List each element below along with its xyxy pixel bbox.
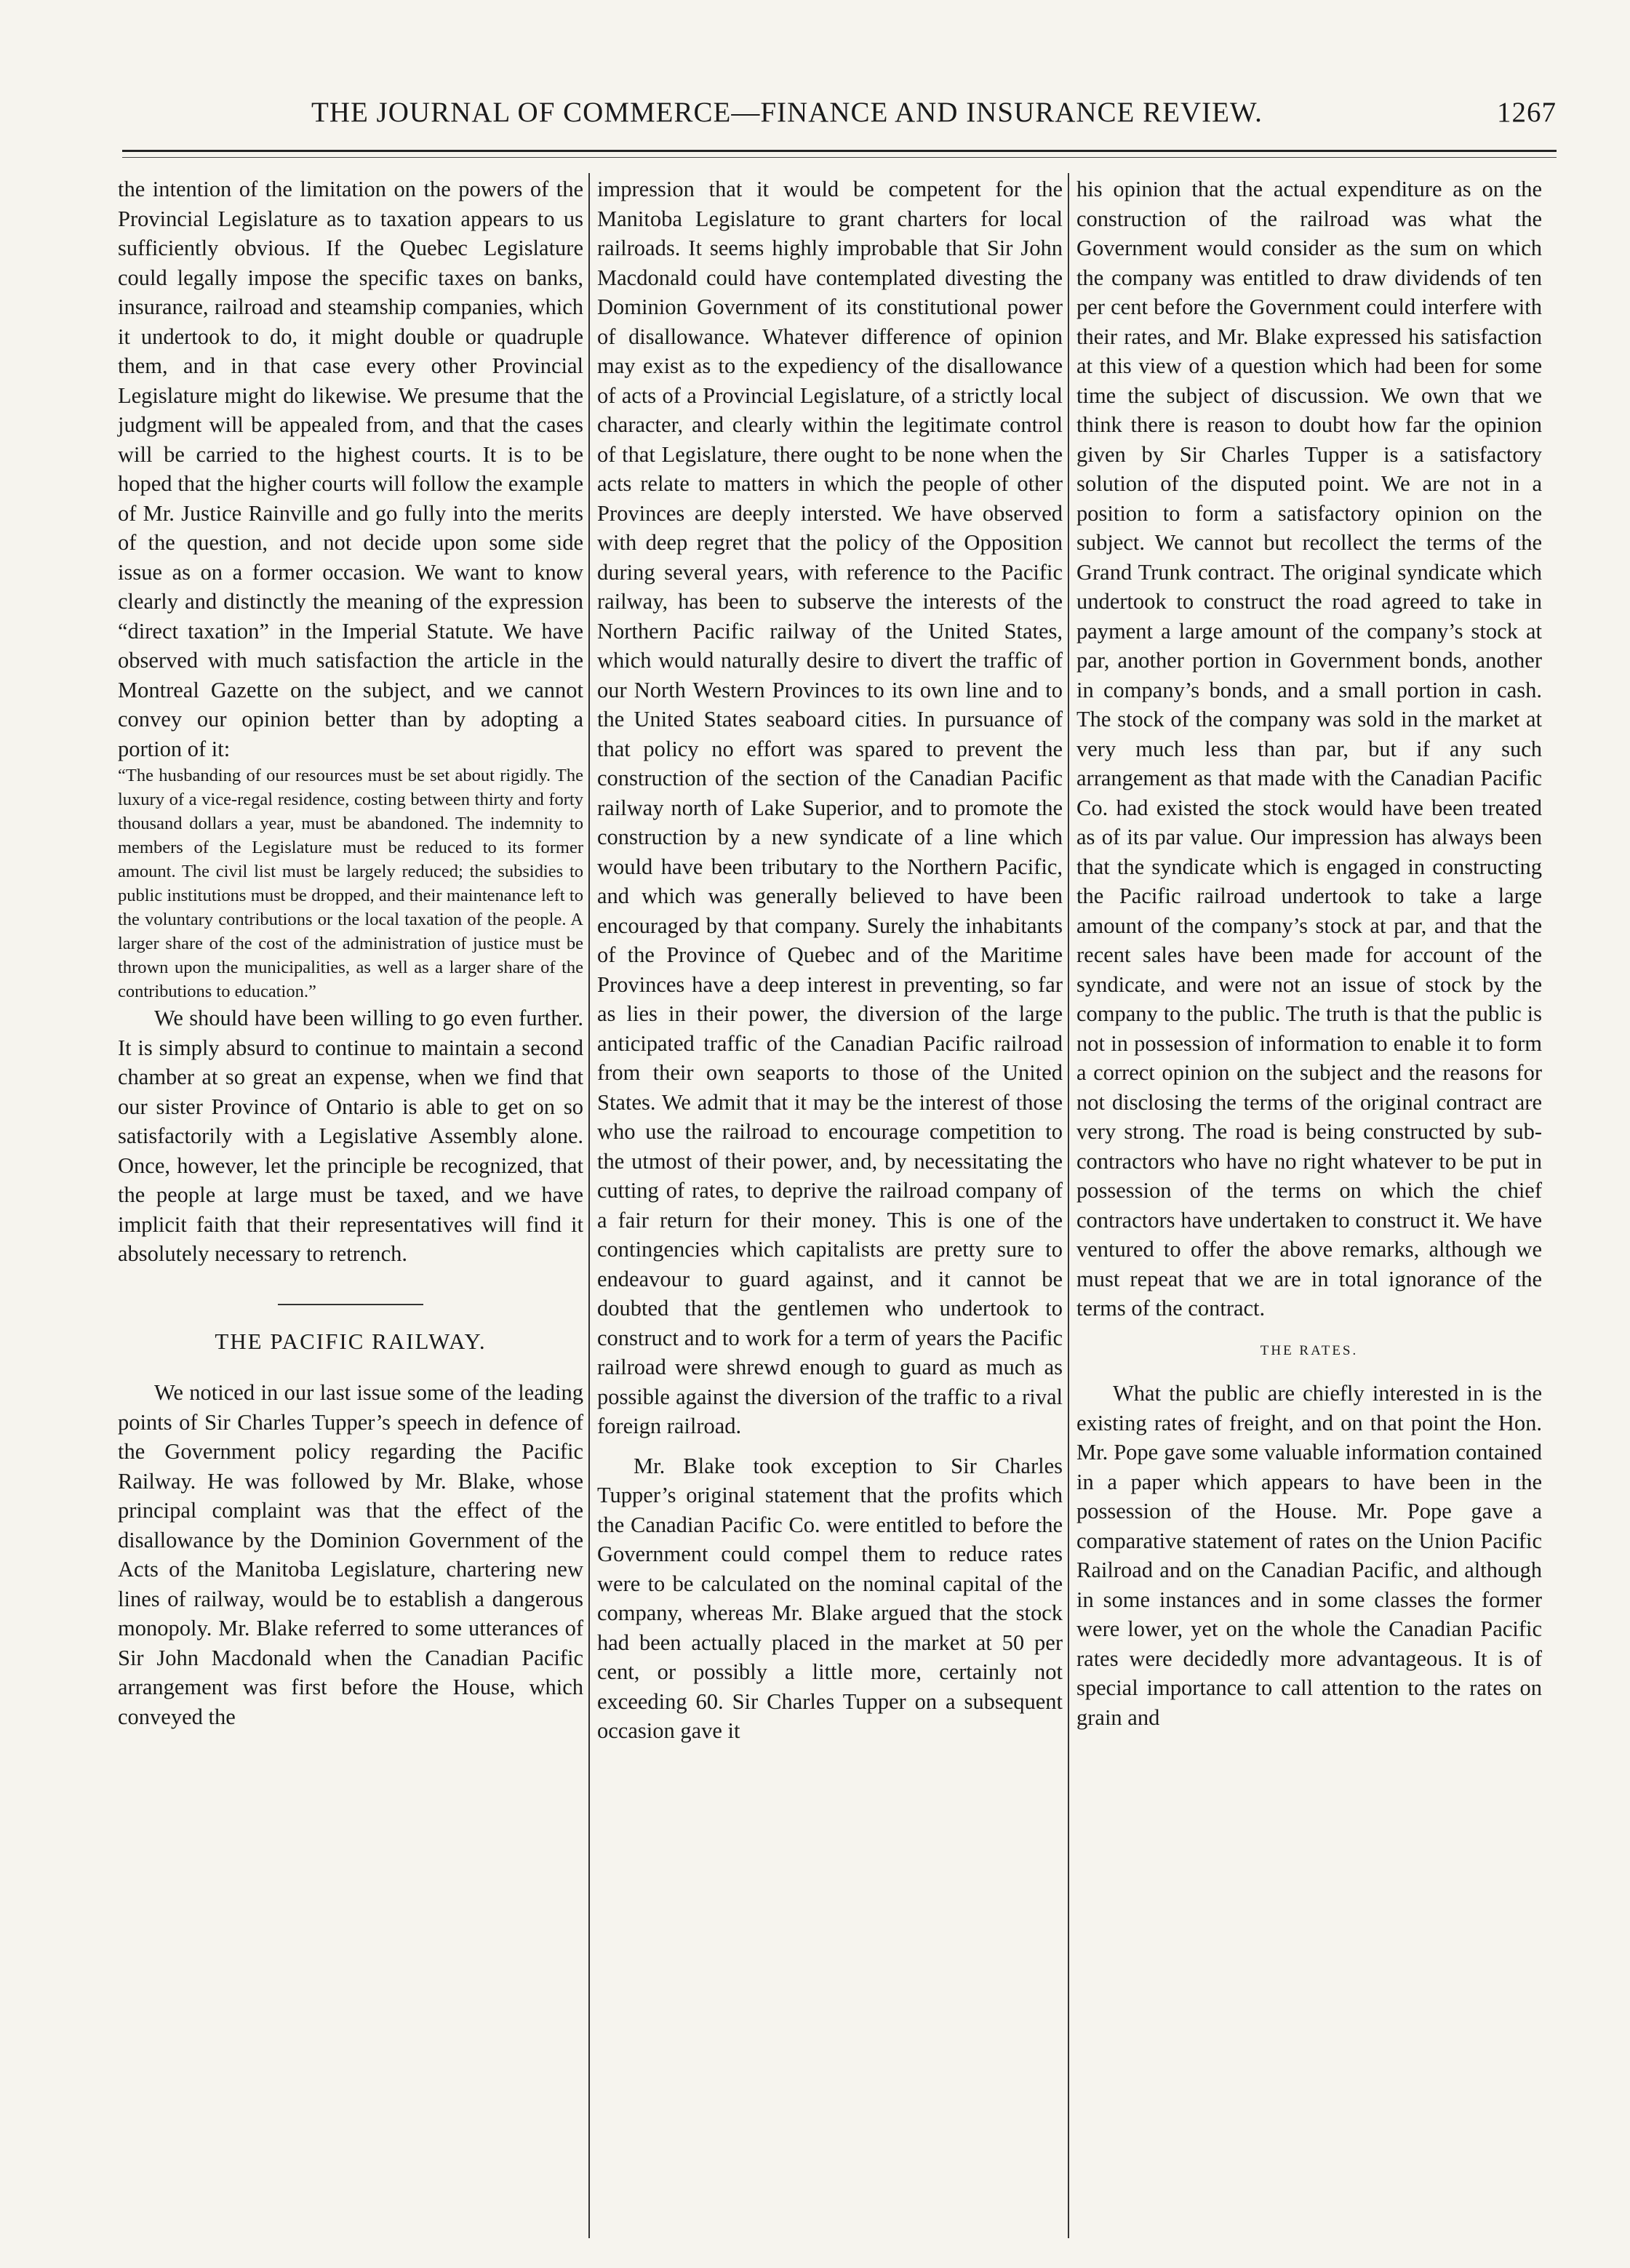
col1-paragraph-2: We should have been willing to go even further. It is simply absurd to continue to maintain a second chamber at so great an expense, when we find that our sister Province of Ontario is able to get on so satisfactorily with a Legislative Assembly alone. Once, however, let the principle be recognized, that the people at large must be taxed, and we have implicit faith that their representatives will find it absolutely necessary to retrench. (118, 1006, 583, 1266)
header-rule-thick (122, 150, 1557, 152)
column-2 (597, 175, 1063, 1746)
col3-paragraph-2: What the public are chiefly interested in is the existing rates of freight, and on that point the Hon. Mr. Pope gave some valuable information contained in a paper which appears to have been in the possession of the House. Mr. Pope gave a comparative statement of rates on the Union Pacific Railroad and on the Canadian Pacific, and although in some instances and in some classes the former were lower, yet on the whole the Canadian Pacific rates were decidedly more advantageous. It is of special importance to call attention to the rates on grain and (1076, 1381, 1542, 1730)
column-divider-1 (588, 173, 590, 2238)
col3-paragraph-1: his opinion that the actual expenditure as on the construction of the railroad was what the Government would consider as the sum on which the company was entitled to draw dividends of ten per cent before the Government could interfere with their rates, and Mr. Blake expressed his satisfaction at this view of a question which had been for some time the subject of discussion. We own that we think there is reason to doubt how far the opinion given by Sir Charles Tupper is a satisfactory solution of the disputed point. We are not in a position to form a satisfactory opinion on the subject. We cannot but recollect the terms of the Grand Trunk contract. The original syndicate which undertook to construct the road agreed to take in payment a large amount of the company’s stock at par, another portion in Government bonds, another in company’s bonds, and a small portion in cash. The stock of the company was sold in the market at very much less than par, but if any such arrangement as that made with the Canadian Pacific Co. had existed the stock would have been treated as of its par value. Our impression has always been that the syndicate which is engaged in constructing the Pacific railroad undertook to take a large amount of the company’s stock at par, and that the recent sales have been made for account of the syndicate, and were not an issue of stock by the company to the public. The truth is that the public is not in possession of information to enable it to form a correct opinion on the subject and the reasons for not disclosing the terms of the original contract are very strong. The road is being constructed by sub-contractors who have no right whatever to be put in possession of the terms on which the chief contractors have undertaken to construct it. We have ventured to offer the above remarks, although we must repeat that we are in total ignorance of the terms of the contract. (1076, 177, 1542, 1321)
section-separator (278, 1304, 423, 1305)
gazette-quote: “The husbanding of our resources must be set about rigidly. The luxury of a vice-regal residence, costing between thirty and forty thousand dollars a year, must be abandoned. The indemnity to members of the Legislature must be reduced to its former amount. The civil list must be largely reduced; the subsidies to public institutions must be dropped, and their maintenance left to the voluntary contributions or the local taxation of the people. A larger share of the cost of the administration of justice must be thrown upon the municipalities, as well as a larger share of the contributions to education.” (118, 766, 583, 1001)
column-1 (118, 175, 583, 1731)
journal-title: THE JOURNAL OF COMMERCE—FINANCE AND INSURANCE REVIEW. (311, 97, 1263, 128)
page-header (116, 96, 1557, 140)
page-number: 1267 (1497, 97, 1557, 128)
col2-paragraph-1: impression that it would be competent for the Manitoba Legislature to grant charters for local railroads. It seems highly improbable that Sir John Macdonald could have contemplated divesting the Dominion Government of its constitutional power of disallowance. Whatever difference of opinion may exist as to the expediency of the disallowance of acts of a Provincial Legislature, of a strictly local character, and clearly within the legitimate control of that Legislature, there ought to be none when the acts relate to matters in which the people of other Provinces are deeply intersted. We have observed with deep regret that the policy of the Opposition during several years, with reference to the Pacific railway, has been to subserve the interests of the Northern Pacific railway of the United States, which would naturally desire to divert the traffic of our North Western Provinces to its own line and to the United States seaboard cities. In pursuance of that policy no effort was spared to prevent the construction of the section of the Canadian Pacific railway north of Lake Superior, and to promote the construction by a new syndicate of a line which would have been tributary to the Northern Pacific, and which was generally believed to have been encouraged by that company. Surely the inhabitants of the Province of Quebec and of the Maritime Provinces have a deep interest in preventing, so far as lies in their power, the diversion of the large anticipated traffic of the Canadian Pacific railroad from their own seaports to those of the United States. We admit that it may be the interest of those who use the railroad to encourage competition to the utmost of their power, and, by necessitating the cutting of rates, to deprive the railroad company of a fair return for their money. This is one of the contingencies which capitalists are pretty sure to endeavour to guard against, and it cannot be doubted that the gentlemen who undertook to construct and to work for a term of years the Pacific railroad were shrewd enough to guard as much as possible against the diversion of the traffic to a rival foreign railroad. (597, 177, 1063, 1438)
col1-paragraph-1: the intention of the limitation on the powers of the Provincial Legislature as to taxation appears to us sufficiently obvious. If the Quebec Legislature could legally impose the specific taxes on banks, insurance, railroad and steamship companies, which it undertook to do, it might double or quadruple them, and in that case every other Provincial Legislature might do likewise. We presume that the judgment will be appealed from, and that the cases will be carried to the highest courts. It is to be hoped that the higher courts will follow the example of Mr. Justice Rainville and go fully into the merits of the question, and not decide upon some side issue as on a former occasion. We want to know clearly and distinctly the meaning of the expression “direct taxation” in the Imperial Statute. We have observed with much satisfaction the article in the Montreal Gazette on the subject, and we cannot convey our opinion better than by adopting a portion of it: (118, 177, 583, 761)
col1-paragraph-3: We noticed in our last issue some of the leading points of Sir Charles Tupper’s speech in defence of the Government policy regarding the Pacific Railway. He was followed by Mr. Blake, whose principal complaint was that the effect of the disallowance by the Dominion Government of the Acts of the Manitoba Legislature, chartering new lines of railway, would be to establish a dangerous monopoly. Mr. Blake referred to some utterances of Sir John Macdonald when the Canadian Pacific arrangement was first before the House, which conveyed the (118, 1380, 583, 1729)
col2-paragraph-2: Mr. Blake took exception to Sir Charles Tupper’s original statement that the profits which the Canadian Pacific Co. were entitled to before the Government could compel them to reduce rates were to be calculated on the nominal capital of the company, whereas Mr. Blake argued that the stock had been actually placed in the market at 50 per cent, or possibly a little more, certainly not exceeding 60. Sir Charles Tupper on a subsequent occasion gave it (597, 1453, 1063, 1743)
section-heading: THE PACIFIC RAILWAY. (215, 1328, 487, 1354)
column-divider-2 (1068, 173, 1069, 2238)
subsection-heading: THE RATES. (1260, 1342, 1359, 1358)
header-rule-thin (122, 157, 1557, 158)
column-3 (1076, 175, 1542, 1732)
